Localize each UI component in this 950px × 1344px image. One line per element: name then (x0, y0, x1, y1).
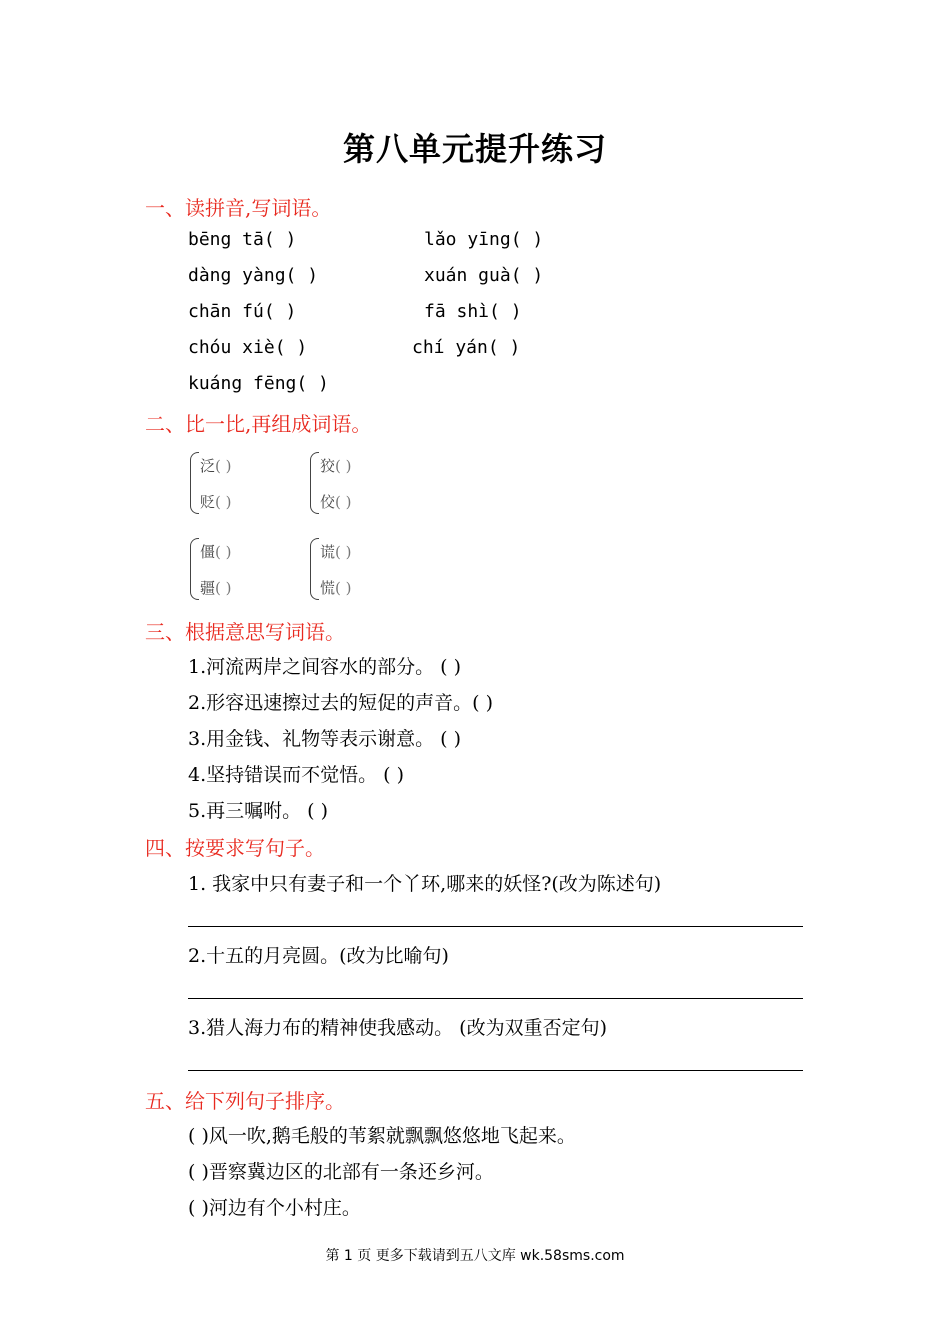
pinyin-item: chí yán( ) (412, 337, 521, 358)
compare-char: 贬 (200, 493, 216, 511)
pinyin-item: bēng tā( ) (188, 229, 297, 250)
pinyin-item: chóu xiè( ) (188, 337, 308, 358)
compare-char: 谎 (320, 543, 336, 561)
definition-item: 2.形容迅速擦过去的短促的声音。( ) (188, 692, 493, 714)
compare-char: 慌 (320, 579, 336, 597)
section-2-heading: 二、比一比,再组成词语。 (145, 412, 372, 436)
page-footer: 第 1 页 更多下载请到五八文库 wk.58sms.com (325, 1248, 625, 1264)
compare-blank: ( ) (335, 543, 352, 561)
pinyin-item: dàng yàng( ) (188, 265, 319, 286)
pinyin-item: fā shì( ) (424, 301, 522, 322)
definition-item: 3.用金钱、礼物等表示谢意。 ( ) (188, 728, 462, 750)
brace-icon (190, 538, 199, 600)
ordering-item: ( )风一吹,鹅毛般的苇絮就飘飘悠悠地飞起来。 (188, 1125, 576, 1147)
pinyin-item: kuáng fēng( ) (188, 373, 329, 394)
compare-char: 僵 (200, 543, 216, 561)
compare-blank: ( ) (335, 579, 352, 597)
compare-char: 佼 (320, 493, 336, 511)
page-title: 第八单元提升练习 (342, 130, 607, 168)
section-1-heading: 一、读拼音,写词语。 (145, 196, 332, 220)
ordering-item: ( )晋察冀边区的北部有一条还乡河。 (188, 1161, 494, 1183)
brace-icon (190, 452, 199, 514)
definition-item: 5.再三嘱咐。 ( ) (188, 800, 329, 822)
compare-blank: ( ) (215, 543, 232, 561)
answer-line (188, 998, 803, 999)
compare-blank: ( ) (335, 457, 352, 475)
answer-line (188, 926, 803, 927)
sentence-task: 3.猎人海力布的精神使我感动。 (改为双重否定句) (188, 1017, 607, 1039)
compare-blank: ( ) (335, 493, 352, 511)
definition-item: 4.坚持错误而不觉悟。 ( ) (188, 764, 405, 786)
brace-icon (310, 538, 319, 600)
compare-char: 狡 (320, 457, 336, 475)
pinyin-item: chān fú( ) (188, 301, 297, 322)
compare-char: 泛 (200, 457, 216, 475)
section-5-heading: 五、给下列句子排序。 (145, 1089, 345, 1113)
brace-icon (310, 452, 319, 514)
compare-blank: ( ) (215, 457, 232, 475)
section-4-heading: 四、按要求写句子。 (145, 836, 325, 860)
answer-line (188, 1070, 803, 1071)
sentence-task: 1. 我家中只有妻子和一个丫环,哪来的妖怪?(改为陈述句) (188, 873, 662, 895)
definition-item: 1.河流两岸之间容水的部分。 ( ) (188, 656, 462, 678)
pinyin-item: xuán guà( ) (424, 265, 544, 286)
sentence-task: 2.十五的月亮圆。(改为比喻句) (188, 945, 449, 967)
compare-blank: ( ) (215, 493, 232, 511)
compare-blank: ( ) (215, 579, 232, 597)
compare-char: 疆 (200, 579, 216, 597)
section-3-heading: 三、根据意思写词语。 (145, 620, 345, 644)
pinyin-item: lǎo yīng( ) (424, 229, 544, 250)
ordering-item: ( )河边有个小村庄。 (188, 1197, 361, 1219)
